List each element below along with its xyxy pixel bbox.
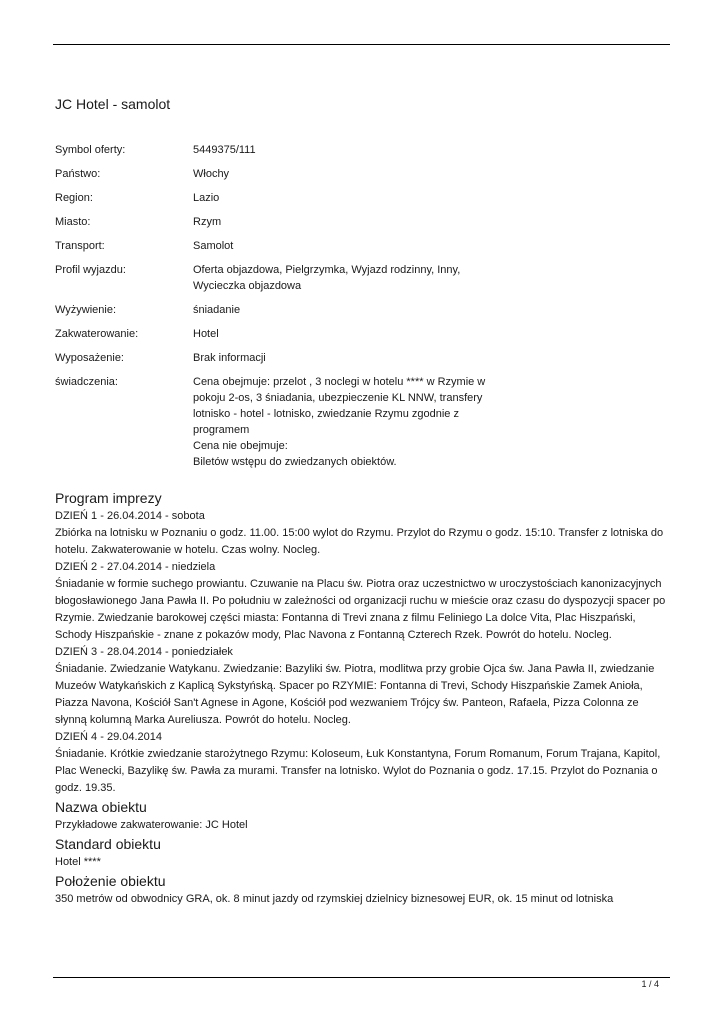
info-key: Profil wyjazdu: [55,264,126,276]
property-location-heading: Położenie obiektu [55,873,166,889]
info-value: Lazio [193,192,220,204]
day-heading: DZIEŃ 2 - 27.04.2014 - niedziela [55,561,216,573]
info-row-services [55,374,670,470]
info-value: 5449375/111 [193,144,256,156]
info-key: Symbol oferty: [55,144,126,156]
info-value: Cena obejmuje: przelot , 3 noclegi w hotelu **** w Rzymie w pokoju 2-os, 3 śniadania, ubezpieczenie KL NNW, transfery lotnisko - hotel - lotnisko, zwiedzanie Rzymu zgodnie z programem Cena nie obejmuje: Biletów wstępu do zwiedzanych obiektów. [193,376,486,468]
info-value: Samolot [193,240,234,252]
day-description: Śniadanie. Krótkie zwiedzanie starożytnego Rzymu: Koloseum, Łuk Konstantyna, Forum Romanum, Forum Trajana, Kapitol, Plac Wenecki, Bazylikę św. Pawła za murami. Transfer na lotnisko. Wylot do Poznania o godz. 17.15. Przylot do Poznania o godz. 19.35. [55,748,661,794]
offer-info-table [55,142,670,478]
property-location-text: 350 metrów od obwodnicy GRA, ok. 8 minut jazdy od rzymskiej dzielnicy biznesowej EUR, ok. 15 minut od lotniska [55,893,614,905]
day-heading: DZIEŃ 1 - 26.04.2014 - sobota [55,510,205,522]
info-row-symbol [55,142,670,158]
info-row-accommodation [55,326,670,342]
day-heading: DZIEŃ 4 - 29.04.2014 [55,731,163,743]
day-description: Zbiórka na lotnisku w Poznaniu o godz. 11.00. 15:00 wylot do Rzymu. Przylot do Rzymu o godz. 15:10. Transfer z lotniska do hotelu. Zakwaterowanie w hotelu. Czas wolny. Nocleg. [55,527,664,556]
info-row-city [55,214,670,230]
day-heading: DZIEŃ 3 - 28.04.2014 - poniedziałek [55,646,233,658]
info-value: śniadanie [193,304,241,316]
page-number: 1 / 4 [641,979,659,989]
info-key: Wyposażenie: [55,352,124,364]
page-title: JC Hotel - samolot [55,96,171,112]
property-standard-heading: Standard obiektu [55,836,161,852]
property-standard-text: Hotel **** [55,856,101,868]
day-description: Śniadanie w formie suchego prowiantu. Czuwanie na Placu św. Piotra oraz uczestnictwo w uroczystościach kanonizacyjnych błogosławionego Jana Pawła II. Po południu w zależności od organizacji ruchu w mieście oraz czasu do dyspozycji spacer po Rzymie. Zwiedzanie barokowej części miasta: Fontanna di Trevi znana z filmu Feliniego La dolce Vita, Plac Hiszpański, Schody Hiszpańskie - znane z pokazów mody, Plac Navona z Fontanną Czterech Rzek. Powrót do hotelu. Nocleg. [55,578,666,641]
info-key: Transport: [55,240,105,252]
info-value: Hotel [193,328,219,340]
property-name-heading: Nazwa obiektu [55,799,147,815]
info-key: Region: [55,192,93,204]
info-key: Państwo: [55,168,101,180]
info-key: świadczenia: [55,376,118,388]
property-name-text: Przykładowe zakwaterowanie: JC Hotel [55,819,248,831]
info-row-region [55,190,670,206]
info-row-transport [55,238,670,254]
info-key: Miasto: [55,216,91,228]
day-description: Śniadanie. Zwiedzanie Watykanu. Zwiedzanie: Bazyliki św. Piotra, modlitwa przy grobie Ojca św. Jana Pawła II, zwiedzanie Muzeów Watykańskich z Kaplicą Sykstyńską. Spacer po RZYMIE: Fontanna di Trevi, Schody Hiszpańskie Zamek Anioła, Piazza Navona, Kościół San't Agnese in Agone, Kościół pod wezwaniem Trójcy św. Panteon, Rafaela, Pizza Colonna ze słynną kolumną Marka Aureliusza. Powrót do hotelu. Nocleg. [55,663,655,726]
info-row-meals [55,302,670,318]
bottom-rule [53,977,670,978]
info-key: Zakwaterowanie: [55,328,139,340]
program-heading: Program imprezy [55,490,162,506]
info-value: Oferta objazdowa, Pielgrzymka, Wyjazd rodzinny, Inny, Wycieczka objazdowa [193,264,461,292]
info-key: Wyżywienie: [55,304,117,316]
info-value: Brak informacji [193,352,266,364]
offer-content [55,488,670,908]
info-value: Rzym [193,216,222,228]
info-row-country [55,166,670,182]
info-row-equipment [55,350,670,366]
info-row-profile [55,262,670,294]
info-value: Włochy [193,168,230,180]
top-rule [53,44,670,45]
